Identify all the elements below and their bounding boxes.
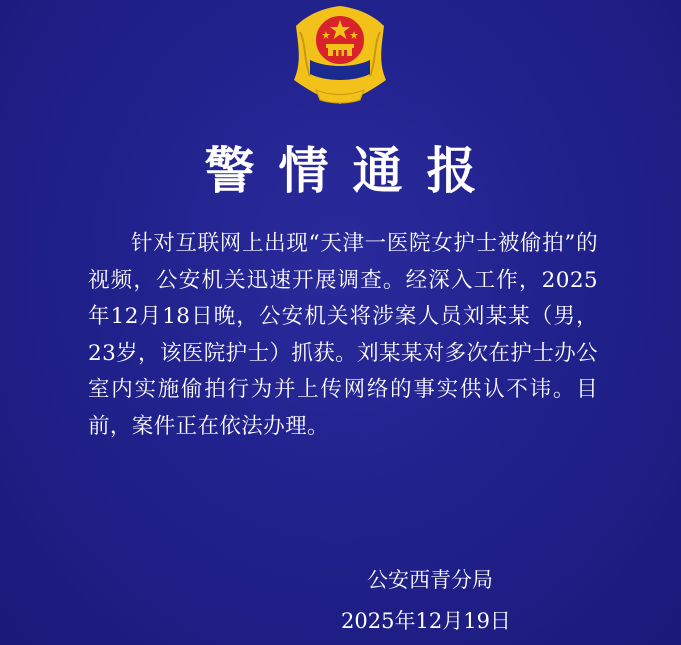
notice-body: 针对互联网上出现“天津一医院女护士被偷拍”的视频，公安机关迅速开展调查。经深入工作，2025年12月18日晚，公安机关将涉案人员刘某某（男，23岁，该医院护士）抓获。刘某某对多次在护士办公室内实施偷拍行为并上传网络的事实供认不讳。目前，案件正在依法办理。 [88,231,598,439]
notice-date: 2025年12月19日 [341,609,511,633]
issuer-name: 公安西青分局 [367,568,493,592]
notice-title: 警情通报 [204,142,501,200]
police-emblem-icon [286,4,394,108]
